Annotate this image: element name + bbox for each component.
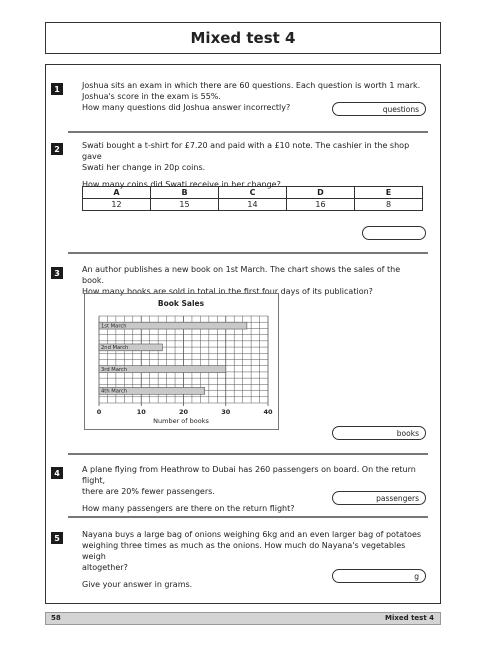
question-line: Nayana buys a large bag of onions weighing 6kg and an even larger bag of potatoes (82, 530, 422, 539)
divider (68, 516, 428, 518)
question-line: How many coins did Swati receive in her change? (82, 180, 281, 189)
divider (68, 252, 428, 254)
question-5-answer-box[interactable] (332, 569, 426, 583)
page-title: Mixed test 4 (45, 22, 441, 54)
question-1-answer-box[interactable] (332, 102, 426, 116)
option-header: C (219, 187, 287, 199)
option-header: D (287, 187, 355, 199)
page-number: 58 (51, 614, 61, 622)
divider (68, 453, 428, 455)
option-value: 12 (83, 199, 151, 211)
option-value: 8 (355, 199, 423, 211)
chart-x-ticks (97, 408, 273, 416)
chart-category-label: 2nd March (101, 345, 129, 352)
option-value: 14 (219, 199, 287, 211)
chart-tick-label: 20 (178, 408, 189, 416)
question-line: altogether? (82, 563, 128, 572)
chart-bars (99, 322, 247, 395)
question-line: there are 20% fewer passengers. (82, 487, 215, 496)
option-header: E (355, 187, 423, 199)
footer-section-title: Mixed test 4 (385, 614, 434, 622)
chart-svg (85, 294, 278, 429)
options-table (82, 186, 423, 211)
question-3-number: 3 (51, 267, 63, 279)
question-line: Joshua sits an exam in which there are 60 questions. Each question is worth 1 mark. (82, 81, 421, 90)
question-line: How many books are sold in total in the first four days of its publication? (82, 287, 373, 296)
chart-tick-label: 0 (96, 408, 102, 416)
chart-category-label: 4th March (101, 388, 128, 395)
option-header: A (83, 187, 151, 199)
chart-category-label: 1st March (101, 323, 127, 330)
answer-unit: questions (382, 104, 419, 114)
question-line: Swati her change in 20p coins. (82, 163, 206, 172)
test-panel (45, 64, 441, 604)
answer-unit: passengers (376, 493, 419, 503)
chart-title: Book Sales (157, 299, 205, 308)
question-2-number: 2 (51, 143, 63, 155)
question-4-text (82, 464, 422, 514)
question-line: An author publishes a new book on 1st March. The chart shows the sales of the book. (82, 265, 401, 285)
question-line: How many questions did Joshua answer incorrectly? (82, 103, 291, 112)
question-line: A plane flying from Heathrow to Dubai has 260 passengers on board. On the return flight, (82, 465, 416, 485)
question-3-answer-box[interactable] (332, 426, 426, 440)
option-value: 16 (287, 199, 355, 211)
divider (68, 131, 428, 133)
answer-unit: g (414, 571, 419, 581)
question-4-number: 4 (51, 467, 63, 479)
question-2-text (82, 140, 422, 190)
option-header: B (151, 187, 219, 199)
question-line: Joshua's score in the exam is 55%. (82, 92, 221, 101)
page-footer (45, 612, 441, 625)
answer-unit: books (396, 428, 419, 438)
chart-tick-label: 40 (263, 408, 273, 416)
question-1-number: 1 (51, 83, 63, 95)
option-value: 15 (151, 199, 219, 211)
question-line: Give your answer in grams. (82, 580, 193, 589)
question-line: weighing three times as much as the onions. How much do Nayana's vegetables weigh (82, 541, 406, 561)
chart-tick-label: 30 (221, 408, 231, 416)
question-4-answer-box[interactable] (332, 491, 426, 505)
chart-category-label: 3rd March (101, 366, 128, 373)
question-line: Swati bought a t-shirt for £7.20 and paid with a £10 note. The cashier in the shop gave (82, 141, 410, 161)
question-5-number: 5 (51, 532, 63, 544)
question-2-answer-box[interactable] (362, 226, 426, 240)
chart-tick-label: 10 (136, 408, 146, 416)
chart-x-axis-label: Number of books (153, 417, 209, 425)
question-line: How many passengers are there on the return flight? (82, 504, 295, 513)
book-sales-chart (84, 293, 279, 430)
